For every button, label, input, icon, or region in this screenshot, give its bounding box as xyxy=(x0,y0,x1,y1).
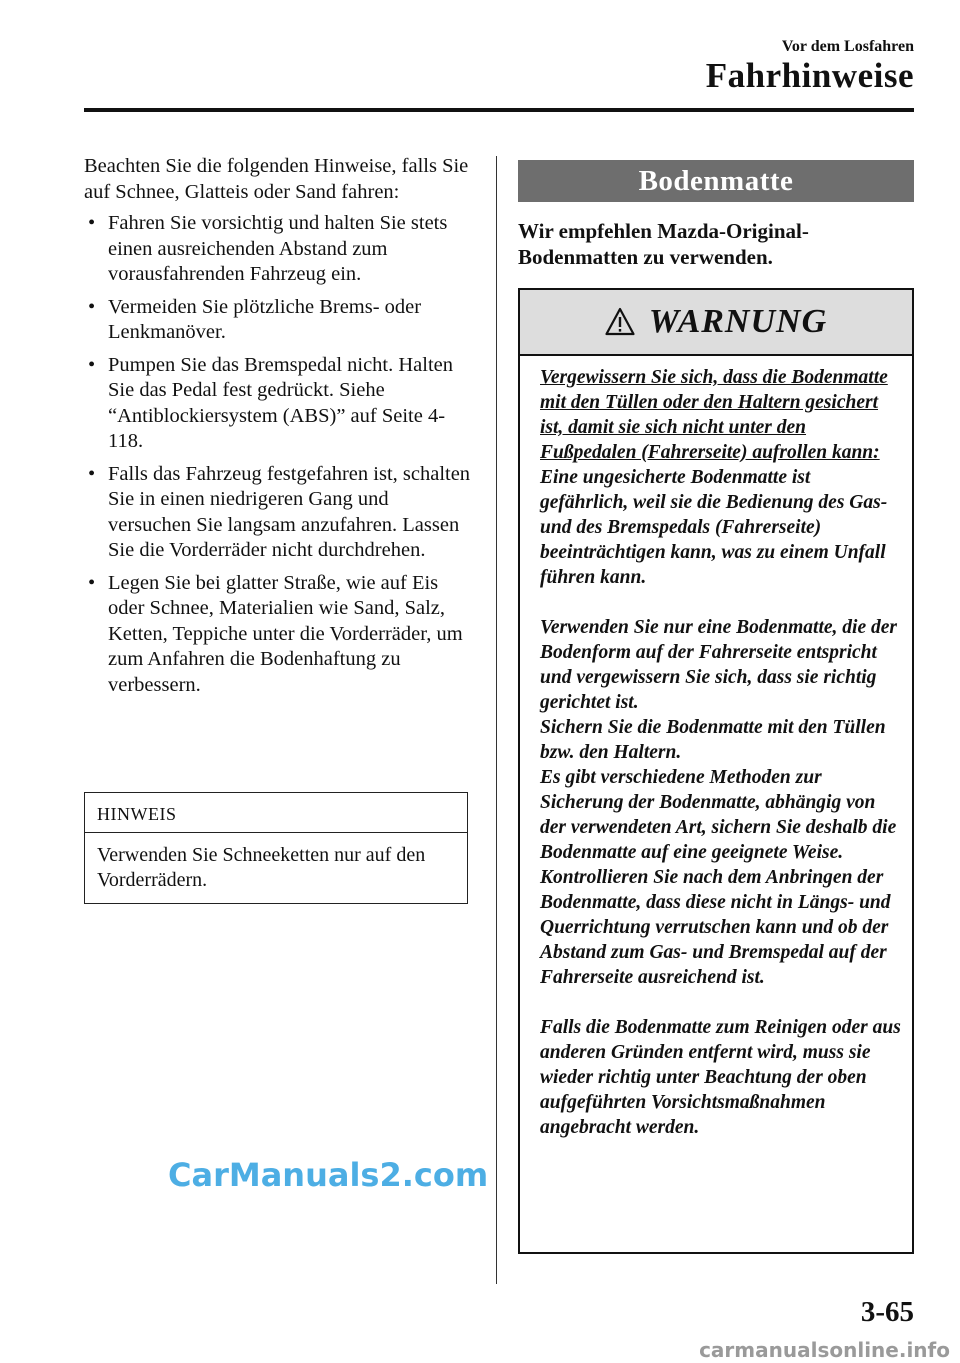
warning-paragraph: Eine ungesicherte Bodenmatte ist gefährlich, weil sie die Bedienung des Gas- und des Bremspedals (Fahrerseite) beeinträchtigen kann, was zu einem Unfall führen kann. xyxy=(540,467,888,588)
warning-body xyxy=(520,356,912,1140)
column-divider xyxy=(496,156,497,1284)
list-item: • Fahren Sie vorsichtig und halten Sie stets einen ausreichenden Abstand zum vorausfahrenden Fahrzeug ein. xyxy=(84,211,474,288)
warning-triangle-icon xyxy=(605,307,635,337)
warning-paragraph: Es gibt verschiedene Methoden zur Sicherung der Bodenmatte, abhängig von der verwendeten Art, sichern Sie deshalb die Bodenmatte auf eine geeignete Weise. xyxy=(540,767,897,863)
warning-paragraph: Sichern Sie die Bodenmatte mit den Tüllen bzw. den Haltern. xyxy=(540,717,886,763)
page-number: 3-65 xyxy=(860,1296,914,1328)
warning-header xyxy=(520,290,912,356)
note-box xyxy=(84,792,468,904)
left-column xyxy=(84,154,474,705)
section-intro: Wir empfehlen Mazda-Original-Bodenmatten zu verwenden. xyxy=(518,219,809,269)
page-title: Fahrhinweise xyxy=(705,56,914,95)
warning-paragraph: Kontrollieren Sie nach dem Anbringen der Bodenmatte, dass diese nicht in Längs- und Querrichtung verrutschen kann und ob der Abstand zum Gas- und Bremspedal auf der Fahrerseite ausreichend ist. xyxy=(540,867,891,988)
header-section-label: Vor dem Losfahren xyxy=(781,38,914,55)
list-item: • Legen Sie bei glatter Straße, wie auf Eis oder Schnee, Materialien wie Sand, Salz, Ketten, Teppiche unter die Vorderräder, um zum Anfahren die Bodenhaftung zu verbessern. xyxy=(84,571,474,699)
warning-paragraph: Verwenden Sie nur eine Bodenmatte, die der Bodenform auf der Fahrerseite entspricht und vergewissern Sie sich, dass sie richtig gerichtet ist. xyxy=(540,617,897,713)
spacer xyxy=(540,990,902,1015)
note-heading: HINWEIS xyxy=(85,793,467,833)
list-item: • Falls das Fahrzeug festgefahren ist, schalten Sie in einen niedrigeren Gang und versuchen Sie langsam anzufahren. Lassen Sie die Vorderräder nicht durchdrehen. xyxy=(84,462,474,564)
spacer xyxy=(540,590,902,615)
watermark-logo: CarManuals2.com xyxy=(168,1156,489,1194)
section-banner: Bodenmatte xyxy=(518,160,914,202)
warning-title: WARNUNG xyxy=(648,303,828,340)
intro-paragraph: Beachten Sie die folgenden Hinweise, falls Sie auf Schnee, Glatteis oder Sand fahren: xyxy=(84,155,469,203)
driving-tips-list xyxy=(84,211,474,698)
header-rule xyxy=(84,108,914,112)
note-text: Verwenden Sie Schneeketten nur auf den Vorderrädern. xyxy=(97,844,426,891)
list-item: • Vermeiden Sie plötzliche Brems- oder Lenkmanöver. xyxy=(84,295,474,346)
footer-watermark: carmanualsonline.info xyxy=(699,1338,950,1362)
list-item: • Pumpen Sie das Bremspedal nicht. Halten Sie das Pedal fest gedrückt. Siehe “Antiblockiersystem (ABS)” auf Seite 4-118. xyxy=(84,353,474,455)
warning-paragraph: Falls die Bodenmatte zum Reinigen oder aus anderen Gründen entfernt wird, muss sie wieder richtig unter Beachtung der oben aufgeführten Vorsichtsmaßnahmen angebracht werden. xyxy=(540,1017,901,1138)
warning-lead: Vergewissern Sie sich, dass die Bodenmatte mit den Tüllen oder den Haltern gesichert ist, damit sie sich nicht unter den Fußpedalen (Fahrerseite) aufrollen kann: xyxy=(540,367,888,463)
warning-box xyxy=(518,288,914,1254)
